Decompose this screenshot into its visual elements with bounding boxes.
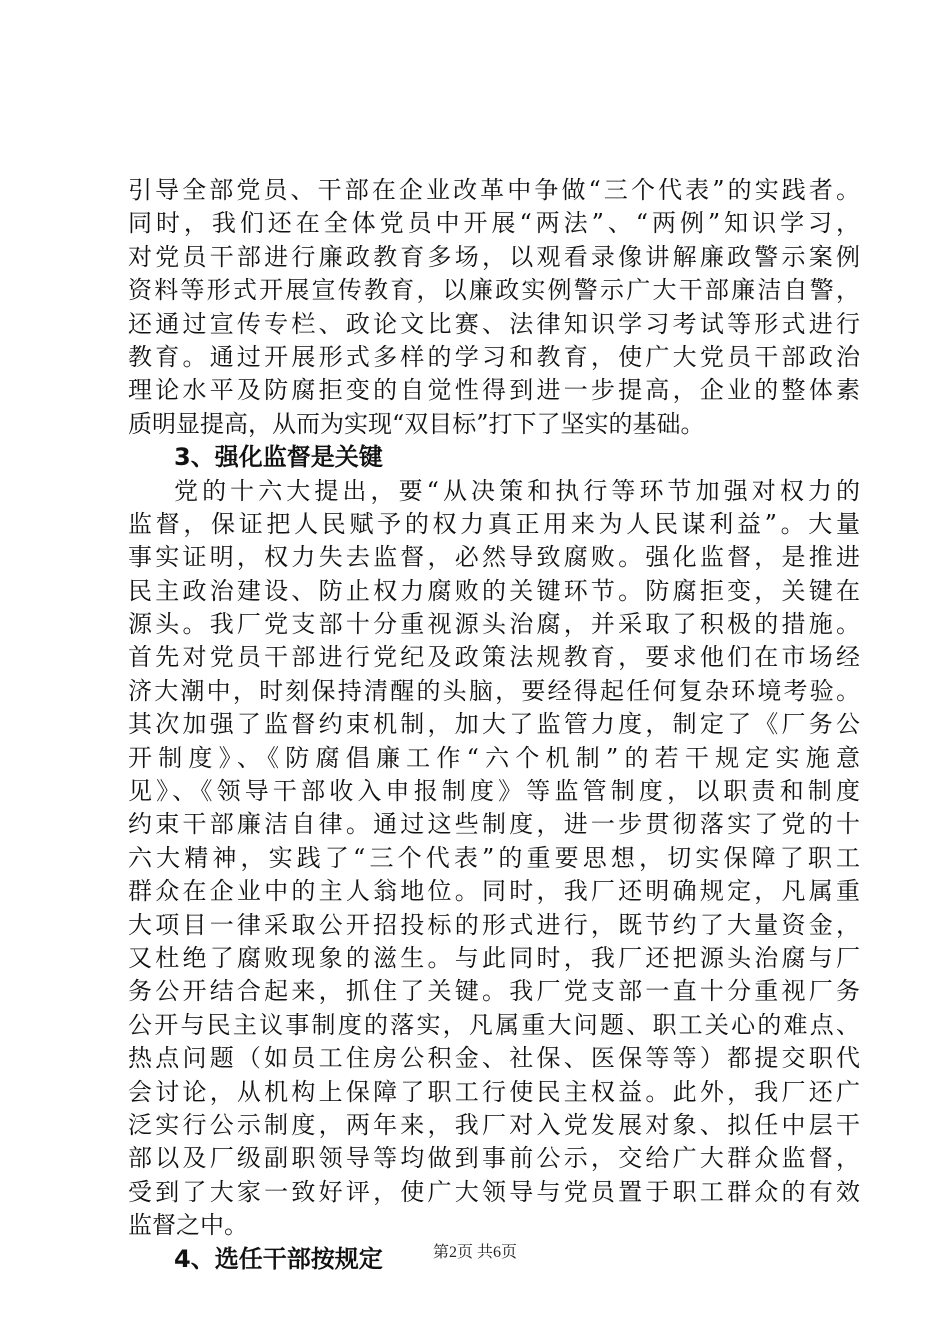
text-line: 又杜绝了腐败现象的滋生。与此同时，我厂还把源头治腐与厂 <box>128 943 860 972</box>
page-number-footer: 第2页 共6页 <box>432 1244 517 1261</box>
text-line: 受到了大家一致好评，使广大领导与党员置于职工群众的有效 <box>128 1177 860 1206</box>
text-line: 理论水平及防腐拒变的自觉性得到进一步提高，企业的整体素 <box>128 376 860 405</box>
text-line: 公开与民主议事制度的落实，凡属重大问题、职工关心的难点、 <box>128 1010 860 1039</box>
paragraph-1 <box>128 174 860 441</box>
text-line: 资料等形式开展宣传教育，以廉政实例警示广大干部廉洁自警， <box>128 276 860 305</box>
text-line: 首先对党员干部进行党纪及政策法规教育，要求他们在市场经 <box>128 643 860 672</box>
text-line: 泛实行公示制度，两年来，我厂对入党发展对象、拟任中层干 <box>128 1110 860 1139</box>
document-body <box>128 174 860 1276</box>
text-line: 开制度》、《防腐倡廉工作“六个机制”的若干规定实施意 <box>128 743 860 772</box>
text-line: 务公开结合起来，抓住了关键。我厂党支部一直十分重视厂务 <box>128 977 860 1006</box>
text-line: 监督之中。 <box>128 1211 248 1240</box>
text-line: 见》、《领导干部收入申报制度》等监管制度，以职责和制度 <box>128 777 860 806</box>
text-line: 部以及厂级副职领导等均做到事前公示，交给广大群众监督， <box>128 1144 860 1173</box>
section-heading-4: 4、选任干部按规定 <box>174 1244 383 1273</box>
text-line: 济大潮中，时刻保持清醒的头脑，要经得起任何复杂环境考验。 <box>128 676 860 705</box>
text-line: 民主政治建设、防止权力腐败的关键环节。防腐拒变，关键在 <box>128 576 860 605</box>
text-line: 源头。我厂党支部十分重视源头治腐，并采取了积极的措施。 <box>128 610 860 639</box>
text-line: 热点问题（如员工住房公积金、社保、医保等等）都提交职代 <box>128 1044 860 1073</box>
paragraph-2 <box>128 475 860 1243</box>
text-line: 事实证明，权力失去监督，必然导致腐败。强化监督，是推进 <box>128 543 860 572</box>
text-line: 六大精神，实践了“三个代表”的重要思想，切实保障了职工 <box>128 843 860 872</box>
text-line: 会讨论，从机构上保障了职工行使民主权益。此外，我厂还广 <box>128 1077 860 1106</box>
text-line: 监督，保证把人民赋予的权力真正用来为人民谋利益”。大量 <box>128 509 860 538</box>
text-line: 大项目一律采取公开招投标的形式进行，既节约了大量资金， <box>128 910 860 939</box>
text-line: 党的十六大提出，要“从决策和执行等环节加强对权力的 <box>174 476 860 505</box>
text-line: 同时，我们还在全体党员中开展“两法”、“两例”知识学习， <box>128 209 860 238</box>
section-heading-3: 3、强化监督是关键 <box>174 443 383 472</box>
text-line: 对党员干部进行廉政教育多场，以观看录像讲解廉政警示案例 <box>128 242 860 271</box>
text-line: 质明显提高，从而为实现“双目标”打下了坚实的基础。 <box>128 409 705 438</box>
text-line: 还通过宣传专栏、政论文比赛、法律知识学习考试等形式进行 <box>128 309 860 338</box>
text-line: 引导全部党员、干部在企业改革中争做“三个代表”的实践者。 <box>128 176 860 204</box>
text-line: 群众在企业中的主人翁地位。同时，我厂还明确规定，凡属重 <box>128 877 860 906</box>
text-line: 教育。通过开展形式多样的学习和教育，使广大党员干部政治 <box>128 342 860 371</box>
text-line: 约束干部廉洁自律。通过这些制度，进一步贯彻落实了党的十 <box>128 810 860 839</box>
text-line: 其次加强了监督约束机制，加大了监管力度，制定了《厂务公 <box>128 710 860 739</box>
